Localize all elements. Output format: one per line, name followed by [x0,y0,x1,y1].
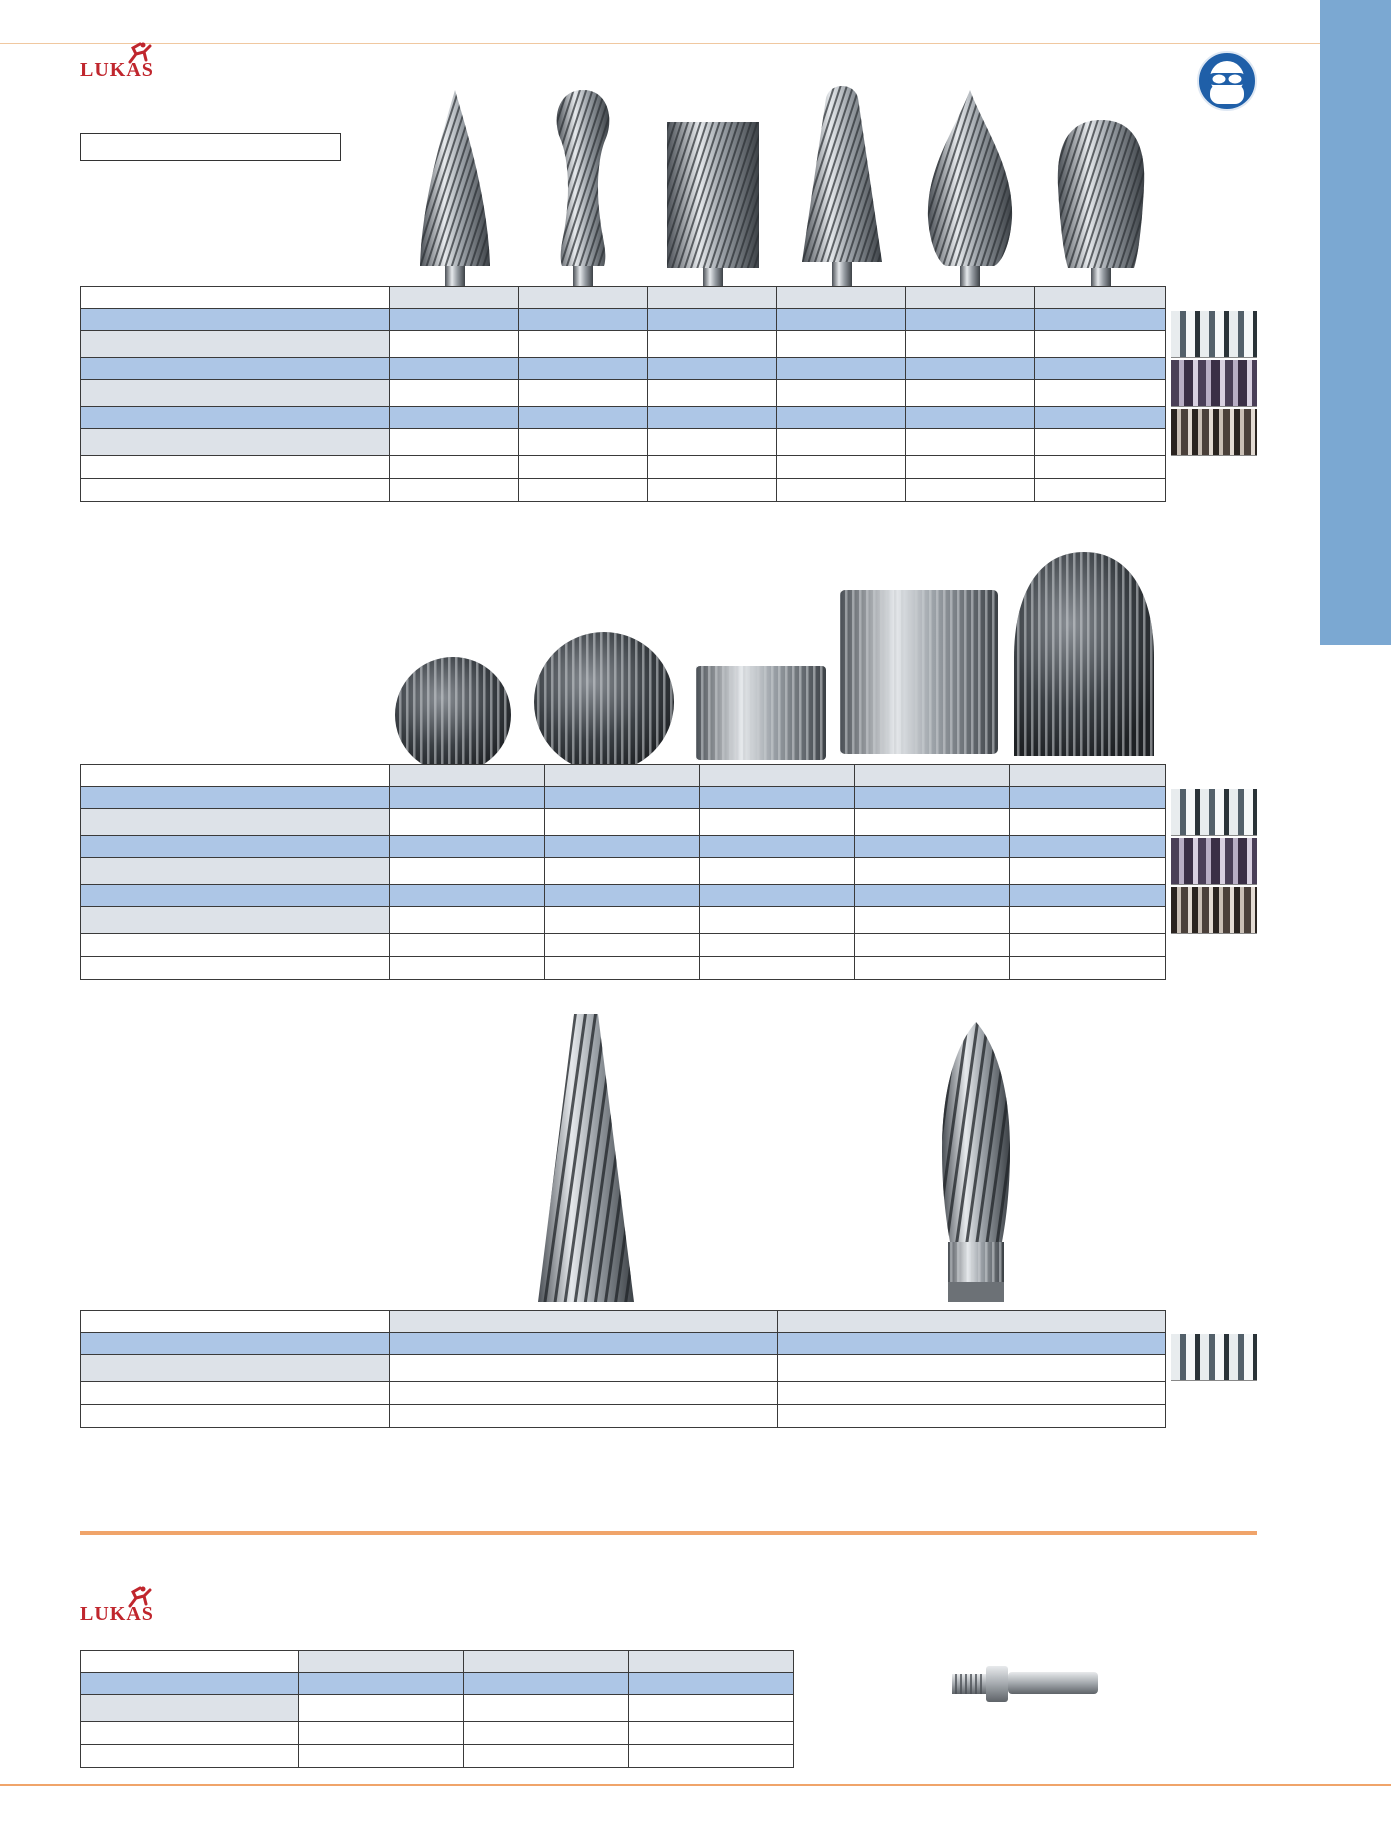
table-cell [390,957,545,980]
table-cell [299,1673,464,1695]
table-cell [390,479,519,502]
table-cell [906,358,1035,380]
table-cell [81,1745,299,1768]
table-cell [1010,907,1166,934]
table-cell [81,787,390,809]
table-cell [1010,858,1166,885]
table-cell [464,1673,629,1695]
table-cell [648,429,777,456]
table-cell [1035,429,1166,456]
table-cell [855,885,1010,907]
table-cell [390,456,519,479]
oval-burr [1054,116,1148,286]
table-cell [855,934,1010,957]
bottom-rule [0,1784,1391,1786]
table-cell [1010,836,1166,858]
spec-table-3 [80,1310,1166,1428]
table-cell [1035,287,1166,309]
table-cell [700,907,855,934]
product-title-box [80,133,341,161]
table-cell [299,1651,464,1673]
table-cell [1010,765,1166,787]
table-row [81,1382,1166,1405]
table-cell [629,1695,794,1722]
table-cell [855,809,1010,836]
table-cell [81,287,390,309]
table-cell [390,885,545,907]
tree-pointed-burr [924,88,1016,286]
coating-swatch-bronze [1171,409,1257,456]
table-row [81,1673,794,1695]
table-cell [81,1722,299,1745]
table-cell [81,331,390,358]
table-row [81,407,1166,429]
table-cell [700,765,855,787]
table-cell [700,858,855,885]
table-cell [545,907,700,934]
table-row [81,809,1166,836]
table-cell [777,479,906,502]
table-cell [648,331,777,358]
table-cell [700,934,855,957]
table-cell [390,331,519,358]
table-header-row [81,1651,794,1673]
table-row [81,1745,794,1768]
table-cell [390,858,545,885]
table-cell [1035,456,1166,479]
table-cell [519,287,648,309]
section-divider [80,1531,1257,1535]
table-cell [390,907,545,934]
table-cell [629,1745,794,1768]
table-cell [390,809,545,836]
table-cell [545,765,700,787]
table-cell [648,479,777,502]
table-cell [648,358,777,380]
table-cell [906,380,1035,407]
table-cell [545,858,700,885]
spec-table-1 [80,286,1166,502]
table-cell [81,407,390,429]
table-header-row [81,287,1166,309]
spec-table-2 [80,764,1166,980]
table-cell [906,331,1035,358]
table-row [81,934,1166,957]
table-row [81,309,1166,331]
table-cell [648,407,777,429]
top-rule [0,43,1320,44]
table-row [81,1405,1166,1428]
table-cell [464,1651,629,1673]
coating-swatch-steel [1171,789,1257,836]
table-cell [81,380,390,407]
spec-table-4 [80,1650,794,1768]
table-row [81,358,1166,380]
logo-wordmark: LUKAS [80,1603,154,1625]
table-cell [81,456,390,479]
table-cell [390,1382,778,1405]
round-nose-cylinder-burr [1010,548,1158,760]
coating-swatch-violet [1171,360,1257,407]
table-cell [700,787,855,809]
table-cell [390,1333,778,1355]
table-row [81,1722,794,1745]
table-row [81,836,1166,858]
pointed-cone-burr [414,88,496,286]
table-cell [81,907,390,934]
table-cell [777,380,906,407]
small-ball-burr [392,654,514,764]
table-cell [390,358,519,380]
cylinder-burr [663,118,763,286]
table-cell [1035,358,1166,380]
table-cell [390,1405,778,1428]
table-cell [390,407,519,429]
tapered-cone-burr [534,1010,638,1306]
table-cell [1010,809,1166,836]
table-cell [519,456,648,479]
coating-swatch-bronze [1171,887,1257,934]
table-cell [464,1695,629,1722]
table-cell [777,456,906,479]
table-cell [778,1405,1166,1428]
table-cell [81,809,390,836]
table-cell [390,1311,778,1333]
short-cylinder-burr [694,662,828,762]
eye-protection-icon [1197,51,1257,111]
table-cell [519,407,648,429]
table-cell [390,287,519,309]
table-cell [855,765,1010,787]
table-cell [855,957,1010,980]
table-cell [1010,787,1166,809]
table-row [81,479,1166,502]
table-cell [81,1695,299,1722]
table-row [81,456,1166,479]
table-cell [81,934,390,957]
table-cell [390,429,519,456]
table-cell [545,957,700,980]
table-cell [545,934,700,957]
table-row [81,907,1166,934]
table-cell [777,358,906,380]
table-cell [906,309,1035,331]
table-cell [390,309,519,331]
spiral-pointed-burr [936,1020,1016,1304]
table-cell [1035,407,1166,429]
table-cell [390,934,545,957]
table-cell [777,331,906,358]
table-cell [390,380,519,407]
table-header-row [81,1311,1166,1333]
rounded-cone-burr [796,84,888,286]
table-cell [777,407,906,429]
table-cell [464,1745,629,1768]
table-cell [519,358,648,380]
table-cell [545,836,700,858]
table-cell [545,885,700,907]
table-cell [629,1722,794,1745]
table-cell [629,1651,794,1673]
table-cell [81,429,390,456]
table-row [81,1695,794,1722]
table-cell [519,429,648,456]
table-cell [906,479,1035,502]
lukas-logo [80,42,156,82]
table-row [81,1355,1166,1382]
table-cell [81,858,390,885]
table-cell [390,1355,778,1382]
table-cell [299,1722,464,1745]
threaded-adapter-shank [950,1660,1100,1706]
table-cell [81,358,390,380]
table-row [81,331,1166,358]
table-cell [1010,885,1166,907]
table-cell [778,1355,1166,1382]
table-cell [81,479,390,502]
coating-swatch-steel [1171,1334,1257,1381]
table-cell [81,885,390,907]
table-header-row [81,765,1166,787]
table-cell [545,809,700,836]
table-cell [700,809,855,836]
table-cell [906,407,1035,429]
table-cell [81,1673,299,1695]
table-cell [545,787,700,809]
table-row [81,885,1166,907]
table-cell [81,957,390,980]
table-cell [81,1333,390,1355]
large-ball-burr [530,632,678,764]
table-cell [81,1355,390,1382]
table-cell [1035,380,1166,407]
table-cell [390,836,545,858]
table-cell [648,287,777,309]
table-cell [81,765,390,787]
table-cell [778,1311,1166,1333]
table-cell [906,429,1035,456]
lukas-logo [80,1586,156,1626]
table-cell [390,787,545,809]
table-cell [81,836,390,858]
table-cell [299,1745,464,1768]
table-cell [81,309,390,331]
table-cell [855,787,1010,809]
table-cell [299,1695,464,1722]
table-cell [390,765,545,787]
table-cell [906,287,1035,309]
side-tab [1320,0,1391,645]
table-cell [855,836,1010,858]
table-row [81,1333,1166,1355]
table-cell [777,309,906,331]
table-cell [906,456,1035,479]
table-cell [81,1382,390,1405]
table-cell [1010,957,1166,980]
table-cell [519,380,648,407]
table-cell [1035,309,1166,331]
coating-swatch-violet [1171,838,1257,885]
table-cell [1035,331,1166,358]
table-cell [648,456,777,479]
table-cell [855,858,1010,885]
table-cell [464,1722,629,1745]
coating-swatch-steel [1171,311,1257,358]
table-row [81,380,1166,407]
logo-wordmark: LUKAS [80,59,154,81]
table-cell [777,429,906,456]
table-cell [629,1673,794,1695]
table-cell [81,1405,390,1428]
table-cell [855,907,1010,934]
table-cell [1010,934,1166,957]
table-row [81,787,1166,809]
table-row [81,429,1166,456]
tall-cylinder-burr [838,586,1000,758]
table-cell [519,479,648,502]
table-row [81,858,1166,885]
table-cell [1035,479,1166,502]
table-row [81,957,1166,980]
table-cell [778,1382,1166,1405]
table-cell [777,287,906,309]
table-cell [778,1333,1166,1355]
pear-shaped-burr [548,88,618,286]
table-cell [648,309,777,331]
table-cell [519,331,648,358]
table-cell [648,380,777,407]
table-cell [700,885,855,907]
table-cell [700,836,855,858]
table-cell [81,1651,299,1673]
table-cell [81,1311,390,1333]
table-cell [519,309,648,331]
table-cell [700,957,855,980]
